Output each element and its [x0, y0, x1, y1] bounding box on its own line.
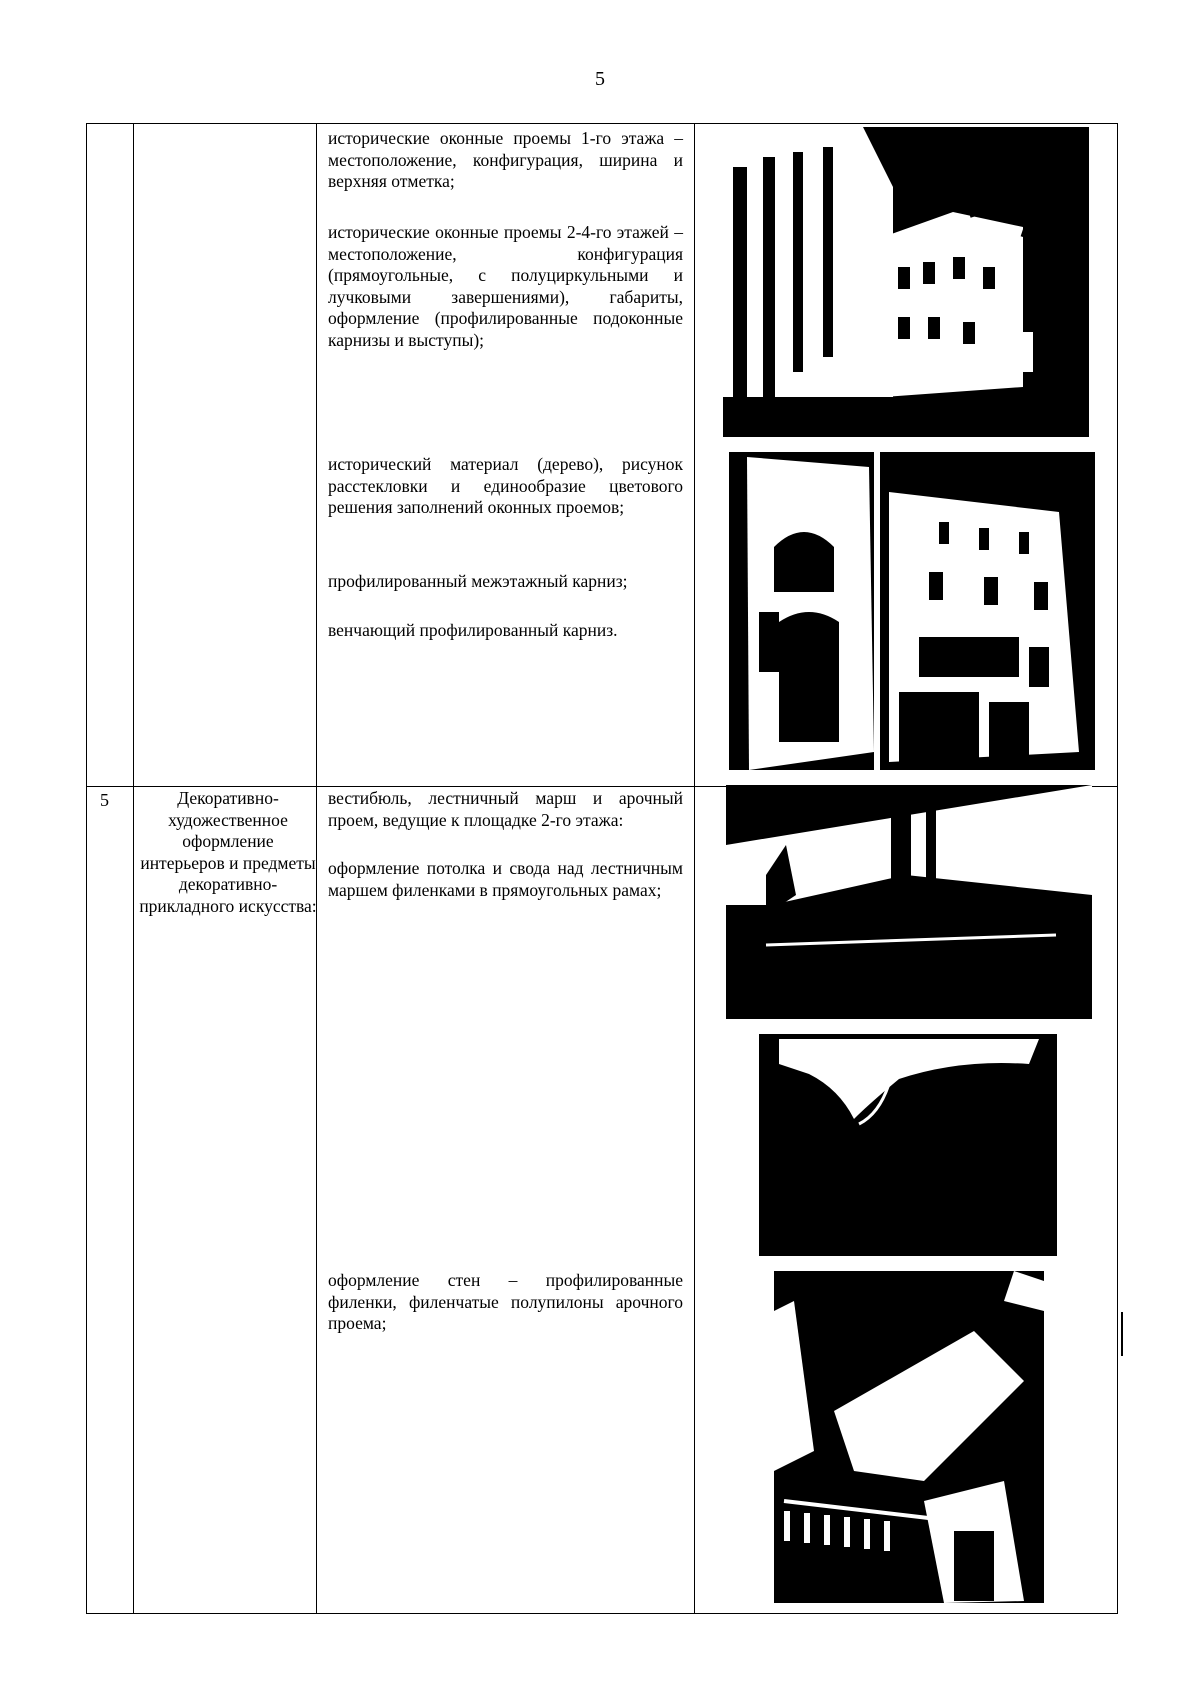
paragraph-ceiling-decoration: оформление потолка и свода над лестничным маршем филенками в прямоугольных рамах; [328, 858, 683, 900]
scan-mark [1121, 1312, 1123, 1356]
windows-photo [729, 452, 1095, 770]
heritage-description-cell [328, 128, 683, 193]
paragraph-first-floor-windows: исторические оконные проемы 1-го этажа – местоположение, конфигурация, ширина и верхняя отметка; [328, 128, 683, 191]
paragraph-window-material: исторический материал (дерево), рисунок расстекловки и единообразие цветового решения заполнений оконных проемов; [328, 454, 683, 517]
heritage-description-cell [328, 1270, 683, 1335]
ceiling-photo [726, 785, 1092, 1019]
staircase-photo [774, 1271, 1044, 1603]
heritage-description-cell [328, 788, 683, 831]
heritage-description-cell [328, 858, 683, 901]
column-divider-3 [694, 123, 695, 1614]
paragraph-upper-floor-windows: исторические оконные проемы 2-4-го этажей – местоположение, конфигурация (прямоугольные, с полуциркульными и лучковыми завершениями), габариты, оформление (профилированные подоконные карнизы и выступы); [328, 222, 683, 350]
page-number: 5 [595, 68, 605, 90]
facade-photo [723, 127, 1089, 437]
paragraph-crowning-cornice: венчающий профилированный карниз. [328, 620, 618, 640]
row-number: 5 [100, 790, 109, 810]
heritage-description-cell [328, 454, 683, 519]
column-divider-1 [133, 123, 134, 1614]
paragraph-vestibule: вестибюль, лестничный марш и арочный проем, ведущие к площадке 2-го этажа: [328, 788, 683, 830]
heritage-description-cell [328, 571, 683, 593]
paragraph-wall-decoration: оформление стен – профилированные филенки, филенчатые полупилоны арочного проема; [328, 1270, 683, 1333]
row-subject-name: Декоративно-художественное оформление интерьеров и предметы декоративно-прикладного искусства: [139, 788, 317, 916]
heritage-description-cell [328, 222, 683, 351]
vault-photo [759, 1034, 1057, 1256]
heritage-description-cell [328, 620, 683, 642]
paragraph-interfloor-cornice: профилированный межэтажный карниз; [328, 571, 628, 591]
